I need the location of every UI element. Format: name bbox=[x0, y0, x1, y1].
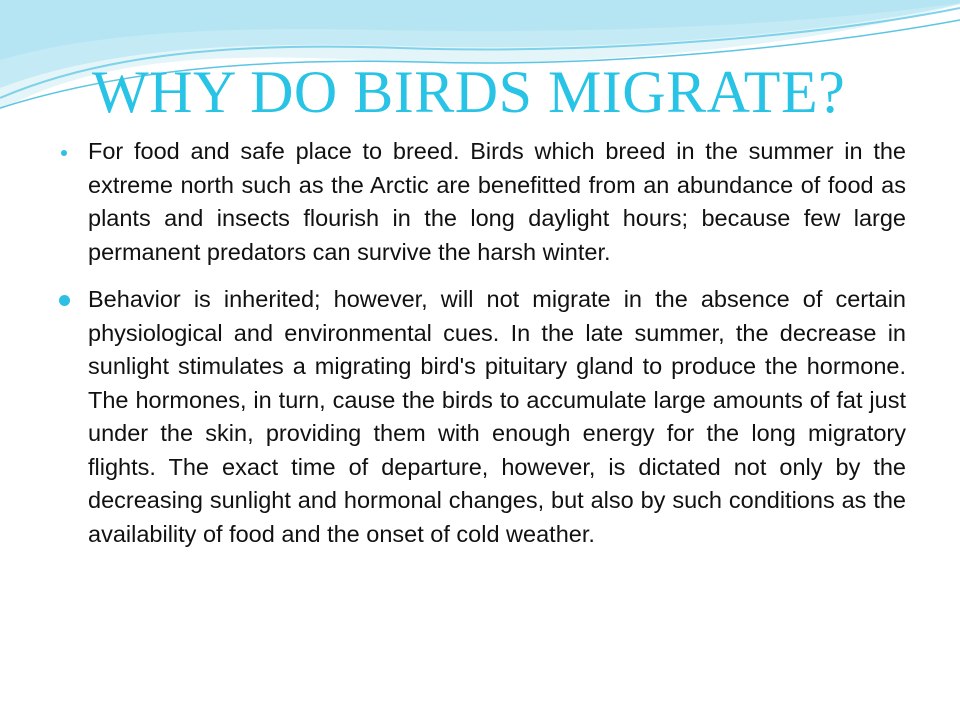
bullet-item bbox=[58, 135, 906, 269]
slide-title: WHY DO BIRDS MIGRATE? bbox=[92, 59, 846, 125]
bullet-text: Behavior is inherited; however, will not migrate in the absence of certain physiological and environmental cues. In the late summer, the decrease in sunlight stimulates a migrating bird's pituitary gland to produce the hormone. The hormones, in turn, cause the birds to accumulate large amounts of fat just under the skin, providing them with enough energy for the long migratory flights. The exact time of departure, however, is dictated not only by the decreasing sunlight and hormonal changes, but also by such conditions as the availability of food and the onset of cold weather. bbox=[88, 286, 906, 547]
bullet-dot-icon bbox=[59, 295, 70, 306]
bullet-dot-icon bbox=[61, 150, 67, 156]
bullet-item bbox=[58, 283, 906, 551]
bullet-list bbox=[58, 135, 906, 551]
bullet-text: For food and safe place to breed. Birds which breed in the summer in the extreme north such as the Arctic are benefitted from an abundance of food as plants and insects flourish in the long daylight hours; because few large permanent predators can survive the harsh winter. bbox=[88, 138, 906, 265]
